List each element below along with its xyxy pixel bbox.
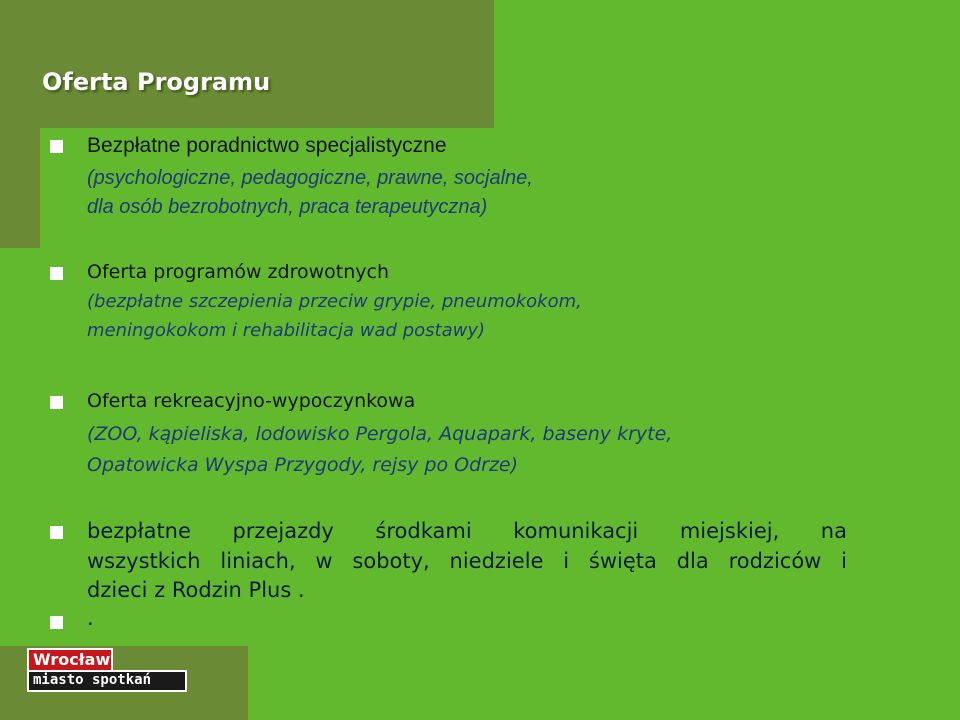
- bullet-icon: [50, 267, 63, 280]
- side-panel: [0, 128, 40, 248]
- bullet-icon: [50, 140, 63, 153]
- item-2-detail-1: (bezpłatne szczepienia przeciw grypie, pneumokokom,: [87, 291, 582, 312]
- item-3-detail-2: Opatowicka Wyspa Przygody, rejsy po Odrze): [87, 454, 519, 476]
- bullet-icon: [50, 526, 63, 539]
- logo-tagline: miasto spotkań: [27, 670, 187, 692]
- item-4-line-2: wszystkich liniach, w soboty, niedziele i święta dla rodziców i: [87, 549, 847, 573]
- bullet-icon: [50, 616, 63, 629]
- wroclaw-logo: [27, 648, 187, 692]
- item-4-line-3: dzieci z Rodzin Plus .: [87, 578, 305, 602]
- item-2-detail-2: meningokokom i rehabilitacja wad postawy): [87, 320, 485, 341]
- item-1-heading: Bezpłatne poradnictwo specjalistyczne: [87, 134, 447, 157]
- item-5-text: .: [87, 606, 94, 630]
- item-2-heading: Oferta programów zdrowotnych: [87, 261, 390, 283]
- slide-title: Oferta Programu: [42, 68, 271, 96]
- item-1-detail-1: (psychologiczne, pedagogiczne, prawne, socjalne,: [87, 167, 533, 189]
- item-3-detail-1: (ZOO, kąpieliska, lodowisko Pergola, Aquapark, baseny kryte,: [87, 423, 673, 445]
- logo-wordmark: Wrocław: [27, 648, 113, 672]
- item-1-detail-2: dla osób bezrobotnych, praca terapeutyczna): [87, 196, 488, 218]
- item-3-heading: Oferta rekreacyjno-wypoczynkowa: [87, 390, 416, 412]
- item-4-line-1: bezpłatne przejazdy środkami komunikacji miejskiej, na: [87, 519, 847, 543]
- bullet-icon: [50, 396, 63, 409]
- header-panel: [0, 0, 494, 128]
